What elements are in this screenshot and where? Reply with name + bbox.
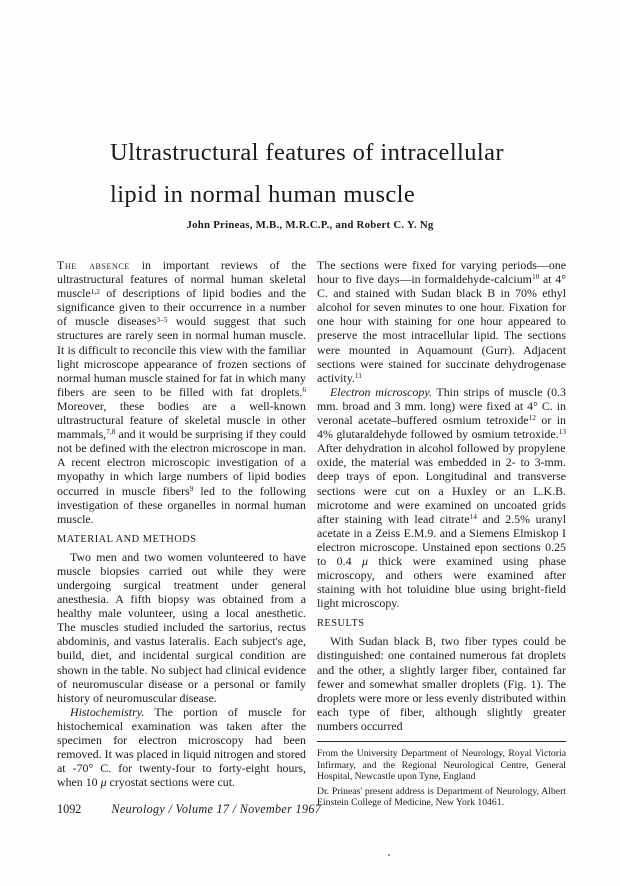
- left-column: [57, 258, 322, 817]
- text-run: 11: [354, 371, 362, 381]
- affiliation-text: From the University Department of Neurology, Royal Victoria Infirmary, and the Regional Neurological Centre, General Hospital, Newcastle upon Tyne, England: [317, 748, 566, 782]
- text-run: Electron microscopy.: [330, 384, 432, 399]
- text-run: in important reviews of the ultrastructural features of normal human skeletal muscle: [57, 258, 306, 301]
- methods-paragraph: [57, 550, 306, 705]
- text-run: would suggest that such structures are rarely seen in normal human muscle. It is difficult to reconcile this view with the familiar light microscope appearance of frozen sections of normal human muscle stained for fat in which many fibers are seen to be filled with fat droplets.: [57, 314, 306, 399]
- text-run: 12: [528, 413, 536, 423]
- text-run: thick were examined using phase microscopy, and others were examined after staining with hot toluidine blue using bright-field light microscopy.: [317, 553, 566, 611]
- text-run: The sections were fixed for varying periods—one hour to five days—in formaldehyde-calcium: [317, 258, 566, 287]
- text-run: 13: [558, 427, 566, 437]
- article-title-line-1: Ultrastructural features of intracellular: [110, 139, 504, 166]
- text-run: led to the following investigation of these organelles in normal human muscle.: [57, 483, 306, 526]
- text-run: With Sudan black B, two fiber types could be distinguished: one contained numerous fat droplets and the other, a slightly larger fiber, contained far fewer and somewhat smaller droplets (Fig. 1). The droplets were more or less evenly distributed within each type of fiber, although slightly greater numbers occurred: [317, 634, 566, 733]
- text-run: and it would be surprising if they could not be defined with the electron microscope in man. A recent electron microscopic investigation of a myopathy in which large numbers of lipid bodies occurred in muscle fibers: [57, 427, 306, 498]
- text-run: at 4° C. and stained with Sudan black B in 70% ethyl alcohol for seven minutes to one hour. Fixation for one hour with staining for one hour appeared to preserve the most intracellular lipid. The sections were mounted in Aquamount (Gurr). Adjacent sections were stained for succinate dehydrogenase activity.: [317, 272, 566, 385]
- text-run: of descriptions of lipid bodies and the significance given to their occurrence in a number of muscle diseases: [57, 286, 306, 329]
- text-run: After dehydration in alcohol followed by propylene oxide, the material was embedded in 2- to 3-mm. deep trays of epon. Longitudinal and transverse sections were cut on a Huxley or an L.K.B. microtome and were examined on uncoated grids after staining with lead citrate: [317, 441, 566, 526]
- histochemistry-paragraph: [57, 705, 306, 790]
- results-paragraph: [317, 634, 566, 733]
- right-column: [317, 258, 566, 809]
- text-run: Two men and two women volunteered to have muscle biopsies carried out while they were undergoing surgical treatment under general anesthesia. A fifth biopsy was obtained from a healthy male volunteer, using a local anesthetic. The muscles studied included the sartorius, rectus abdominis, and vastus lateralis. Each subject's age, build, diet, and incidental surgical condition are shown in the table. No subject had clinical evidence of neuromuscular disease or a personal or family history of neuromuscular disease.: [57, 549, 306, 705]
- footnote-rule: [317, 741, 566, 742]
- section-heading-results: RESULTS: [317, 618, 365, 630]
- text-run: Histochemistry.: [70, 704, 145, 719]
- text-run: and 2.5% uranyl acetate in a Zeiss E.M.9. and a Siemens Elmiskop I electron microscope. Unstained epon sections 0.25 to 0.4: [317, 511, 567, 568]
- article-title-line-2: lipid in normal human muscle: [110, 181, 416, 208]
- intro-paragraph: [57, 258, 306, 526]
- section-heading-material-and-methods: MATERIAL AND METHODS: [57, 533, 197, 545]
- text-run: 7,8: [106, 427, 116, 437]
- title-block: [110, 132, 580, 216]
- text-run: cryostat sections were cut.: [106, 775, 236, 790]
- text-run: 9: [189, 483, 194, 493]
- page-number: 1092: [57, 802, 82, 817]
- scan-artifact-dot: [388, 854, 390, 856]
- affiliation-footnote: [317, 741, 566, 809]
- page-footer: [57, 802, 322, 817]
- text-run: μ: [100, 775, 107, 790]
- text-run: The portion of muscle for histochemical examination was taken after the specimen for electron microscopy had been removed. It was placed in liquid nitrogen and stored at -70° C. for twenty-four to forty-eight hours, when 10: [57, 704, 306, 790]
- fixation-staining-paragraph: [317, 258, 566, 385]
- electron-microscopy-paragraph: [317, 385, 566, 611]
- text-run: 10: [531, 272, 540, 282]
- article-title: [110, 132, 580, 216]
- text-run: μ: [361, 553, 368, 568]
- journal-citation: Neurology / Volume 17 / November 1967: [111, 802, 322, 817]
- text-run: 14: [469, 512, 477, 521]
- text-run: 3–5: [156, 314, 168, 324]
- text-run: Thin strips of muscle (0.3 mm. broad and 3 mm. long) were fixed at 4° C. in veronal acetate–buffered osmium tetroxide: [317, 384, 566, 428]
- author-address-text: Dr. Prineas' present address is Department of Neurology, Albert Einstein College of Medicine, New York 10461.: [317, 785, 566, 808]
- text-run: or in 4% glutaraldehyde followed by osmium tetroxide.: [317, 413, 566, 442]
- article-byline: John Prineas, M.B., M.R.C.P., and Robert C. Y. Ng: [186, 219, 434, 231]
- text-run: Moreover, these bodies are a well-known ultrastructural feature of skeletal muscle in other mammals,: [57, 398, 306, 442]
- text-run: 1,2: [90, 286, 100, 296]
- text-run: 6: [302, 385, 306, 395]
- text-run: The absence: [57, 258, 130, 272]
